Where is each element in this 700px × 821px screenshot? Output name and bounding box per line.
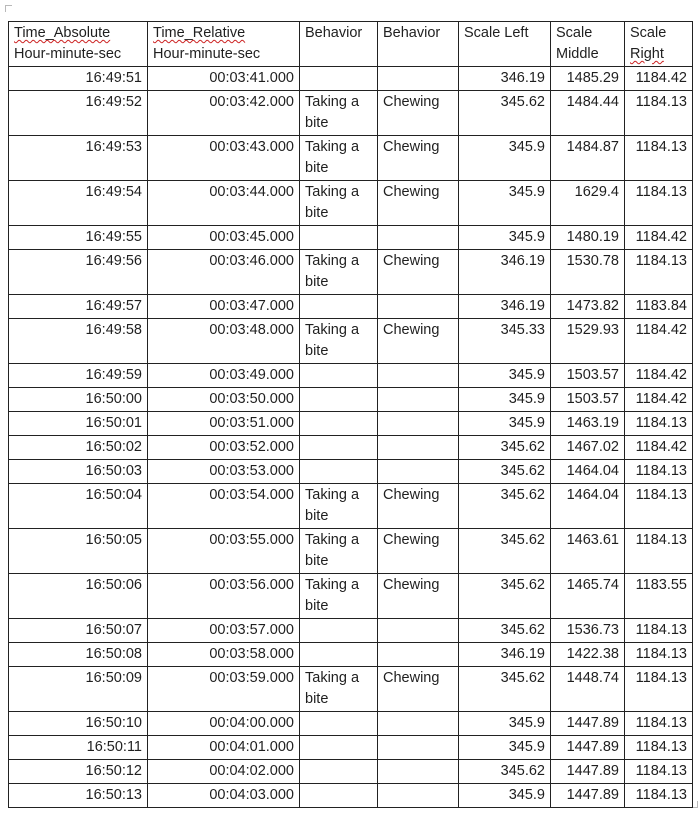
cell-behavior-2 bbox=[378, 736, 459, 760]
cell-behavior-2: Chewing bbox=[378, 250, 459, 295]
cell-time-relative: 00:03:46.000 bbox=[148, 250, 300, 295]
cell-scale-left: 345.9 bbox=[459, 736, 551, 760]
cell-scale-middle: 1447.89 bbox=[551, 712, 625, 736]
cell-scale-middle: 1473.82 bbox=[551, 295, 625, 319]
cell-behavior-1: Taking a bite bbox=[300, 181, 378, 226]
cell-scale-left: 345.9 bbox=[459, 784, 551, 808]
cell-scale-right: 1184.13 bbox=[625, 91, 693, 136]
cell-time-relative: 00:03:43.000 bbox=[148, 136, 300, 181]
cell-scale-right: 1183.55 bbox=[625, 574, 693, 619]
cell-time-relative: 00:03:59.000 bbox=[148, 667, 300, 712]
header-time-absolute bbox=[9, 22, 148, 67]
table-row bbox=[9, 643, 693, 667]
table-row bbox=[9, 619, 693, 643]
cell-scale-middle: 1463.61 bbox=[551, 529, 625, 574]
header-behavior-1 bbox=[300, 22, 378, 67]
cell-behavior-1 bbox=[300, 295, 378, 319]
cell-scale-middle: 1530.78 bbox=[551, 250, 625, 295]
cell-behavior-1 bbox=[300, 67, 378, 91]
cell-scale-left: 345.62 bbox=[459, 484, 551, 529]
cell-time-relative: 00:03:57.000 bbox=[148, 619, 300, 643]
cell-time-relative: 00:03:48.000 bbox=[148, 319, 300, 364]
cell-scale-right: 1184.42 bbox=[625, 388, 693, 412]
cell-behavior-1: Taking a bite bbox=[300, 529, 378, 574]
cell-scale-middle: 1503.57 bbox=[551, 364, 625, 388]
cell-scale-right: 1184.13 bbox=[625, 619, 693, 643]
cell-scale-right: 1184.13 bbox=[625, 667, 693, 712]
cell-scale-left: 345.9 bbox=[459, 136, 551, 181]
cell-behavior-2 bbox=[378, 67, 459, 91]
cell-time-absolute: 16:50:02 bbox=[9, 436, 148, 460]
header-line-1: Scale bbox=[630, 25, 667, 41]
cell-behavior-1: Taking a bite bbox=[300, 319, 378, 364]
header-line-2: Hour-minute-sec bbox=[153, 46, 261, 62]
cell-scale-middle: 1480.19 bbox=[551, 226, 625, 250]
table-row bbox=[9, 574, 693, 619]
table-row bbox=[9, 667, 693, 712]
cell-scale-middle: 1463.19 bbox=[551, 412, 625, 436]
cell-scale-right: 1184.13 bbox=[625, 412, 693, 436]
cell-time-absolute: 16:50:00 bbox=[9, 388, 148, 412]
cell-scale-left: 345.9 bbox=[459, 181, 551, 226]
table-row bbox=[9, 460, 693, 484]
header-line-1: Behavior bbox=[383, 25, 441, 41]
cell-scale-middle: 1447.89 bbox=[551, 784, 625, 808]
table-row bbox=[9, 91, 693, 136]
cell-scale-right: 1184.13 bbox=[625, 136, 693, 181]
data-table bbox=[8, 21, 693, 808]
cell-behavior-1 bbox=[300, 412, 378, 436]
cell-scale-middle: 1484.44 bbox=[551, 91, 625, 136]
table-row bbox=[9, 736, 693, 760]
cell-time-absolute: 16:50:06 bbox=[9, 574, 148, 619]
cell-behavior-1 bbox=[300, 760, 378, 784]
cell-behavior-2: Chewing bbox=[378, 667, 459, 712]
cell-behavior-1 bbox=[300, 643, 378, 667]
cell-scale-right: 1184.13 bbox=[625, 736, 693, 760]
cell-scale-left: 345.9 bbox=[459, 412, 551, 436]
cell-time-relative: 00:03:45.000 bbox=[148, 226, 300, 250]
cell-time-relative: 00:04:02.000 bbox=[148, 760, 300, 784]
cell-scale-left: 345.9 bbox=[459, 364, 551, 388]
cell-scale-left: 345.62 bbox=[459, 529, 551, 574]
cell-behavior-1: Taking a bite bbox=[300, 484, 378, 529]
cell-time-absolute: 16:50:04 bbox=[9, 484, 148, 529]
cell-behavior-2 bbox=[378, 295, 459, 319]
cell-time-relative: 00:03:49.000 bbox=[148, 364, 300, 388]
cell-behavior-2: Chewing bbox=[378, 136, 459, 181]
cell-time-absolute: 16:49:52 bbox=[9, 91, 148, 136]
cell-scale-middle: 1629.4 bbox=[551, 181, 625, 226]
cell-scale-right: 1184.13 bbox=[625, 250, 693, 295]
cell-time-relative: 00:03:41.000 bbox=[148, 67, 300, 91]
table-row bbox=[9, 226, 693, 250]
table-row bbox=[9, 712, 693, 736]
cell-scale-right: 1184.42 bbox=[625, 364, 693, 388]
cell-scale-middle: 1503.57 bbox=[551, 388, 625, 412]
cell-scale-right: 1184.42 bbox=[625, 67, 693, 91]
cell-behavior-2: Chewing bbox=[378, 91, 459, 136]
cell-behavior-2 bbox=[378, 760, 459, 784]
cell-time-relative: 00:03:52.000 bbox=[148, 436, 300, 460]
cell-behavior-1 bbox=[300, 460, 378, 484]
cell-scale-left: 345.9 bbox=[459, 388, 551, 412]
cell-scale-middle: 1422.38 bbox=[551, 643, 625, 667]
cell-time-relative: 00:03:58.000 bbox=[148, 643, 300, 667]
header-line-1: Time_Absolute bbox=[14, 25, 111, 41]
cell-scale-left: 345.62 bbox=[459, 619, 551, 643]
cell-behavior-1 bbox=[300, 388, 378, 412]
cell-time-absolute: 16:50:08 bbox=[9, 643, 148, 667]
cell-scale-middle: 1447.89 bbox=[551, 760, 625, 784]
cell-time-relative: 00:03:55.000 bbox=[148, 529, 300, 574]
cell-time-absolute: 16:50:01 bbox=[9, 412, 148, 436]
cell-behavior-1 bbox=[300, 619, 378, 643]
cell-time-absolute: 16:50:12 bbox=[9, 760, 148, 784]
cell-scale-right: 1184.42 bbox=[625, 319, 693, 364]
cell-scale-middle: 1447.89 bbox=[551, 736, 625, 760]
cell-behavior-2 bbox=[378, 388, 459, 412]
cell-scale-left: 346.19 bbox=[459, 67, 551, 91]
cell-time-absolute: 16:49:54 bbox=[9, 181, 148, 226]
cell-time-relative: 00:03:47.000 bbox=[148, 295, 300, 319]
table-row bbox=[9, 181, 693, 226]
header-scale-middle bbox=[551, 22, 625, 67]
cell-behavior-1: Taking a bite bbox=[300, 574, 378, 619]
cell-scale-right: 1184.13 bbox=[625, 712, 693, 736]
header-line-1: Behavior bbox=[305, 25, 363, 41]
cell-time-relative: 00:03:51.000 bbox=[148, 412, 300, 436]
cell-scale-right: 1184.13 bbox=[625, 760, 693, 784]
cell-time-absolute: 16:49:57 bbox=[9, 295, 148, 319]
cell-scale-left: 346.19 bbox=[459, 643, 551, 667]
cell-behavior-2 bbox=[378, 460, 459, 484]
cell-scale-left: 345.62 bbox=[459, 667, 551, 712]
cell-scale-left: 346.19 bbox=[459, 295, 551, 319]
cell-scale-right: 1184.42 bbox=[625, 226, 693, 250]
cell-behavior-1 bbox=[300, 364, 378, 388]
page-corner-mark-top-left bbox=[5, 5, 12, 12]
cell-scale-middle: 1484.87 bbox=[551, 136, 625, 181]
cell-behavior-2 bbox=[378, 712, 459, 736]
cell-behavior-2 bbox=[378, 364, 459, 388]
cell-behavior-1: Taking a bite bbox=[300, 667, 378, 712]
table-row bbox=[9, 136, 693, 181]
table-body bbox=[9, 67, 693, 808]
cell-time-absolute: 16:50:05 bbox=[9, 529, 148, 574]
header-behavior-2 bbox=[378, 22, 459, 67]
table-row bbox=[9, 364, 693, 388]
header-line-1: Scale bbox=[556, 25, 593, 41]
table-row bbox=[9, 784, 693, 808]
cell-behavior-1 bbox=[300, 736, 378, 760]
cell-time-absolute: 16:50:13 bbox=[9, 784, 148, 808]
cell-time-absolute: 16:49:59 bbox=[9, 364, 148, 388]
cell-time-relative: 00:03:53.000 bbox=[148, 460, 300, 484]
cell-scale-left: 345.62 bbox=[459, 436, 551, 460]
cell-scale-right: 1183.84 bbox=[625, 295, 693, 319]
header-scale-right bbox=[625, 22, 693, 67]
cell-behavior-2: Chewing bbox=[378, 319, 459, 364]
cell-time-relative: 00:03:50.000 bbox=[148, 388, 300, 412]
table-row bbox=[9, 319, 693, 364]
table-row bbox=[9, 388, 693, 412]
cell-scale-left: 345.62 bbox=[459, 460, 551, 484]
cell-scale-left: 345.62 bbox=[459, 91, 551, 136]
cell-behavior-2: Chewing bbox=[378, 484, 459, 529]
table-row bbox=[9, 67, 693, 91]
cell-scale-left: 345.33 bbox=[459, 319, 551, 364]
table-row bbox=[9, 250, 693, 295]
cell-time-relative: 00:03:42.000 bbox=[148, 91, 300, 136]
table-row bbox=[9, 529, 693, 574]
cell-behavior-1: Taking a bite bbox=[300, 250, 378, 295]
header-scale-left bbox=[459, 22, 551, 67]
cell-behavior-1 bbox=[300, 436, 378, 460]
cell-scale-right: 1184.13 bbox=[625, 643, 693, 667]
table-row bbox=[9, 484, 693, 529]
cell-behavior-1 bbox=[300, 226, 378, 250]
cell-time-absolute: 16:50:11 bbox=[9, 736, 148, 760]
header-time-relative bbox=[148, 22, 300, 67]
cell-scale-right: 1184.13 bbox=[625, 181, 693, 226]
header-line-2: Middle bbox=[556, 46, 599, 62]
table-header-row bbox=[9, 22, 693, 67]
cell-scale-left: 345.9 bbox=[459, 712, 551, 736]
cell-time-relative: 00:04:03.000 bbox=[148, 784, 300, 808]
table-row bbox=[9, 760, 693, 784]
cell-behavior-2 bbox=[378, 643, 459, 667]
cell-scale-middle: 1448.74 bbox=[551, 667, 625, 712]
header-line-2: Hour-minute-sec bbox=[14, 46, 122, 62]
cell-scale-left: 345.62 bbox=[459, 574, 551, 619]
cell-scale-left: 345.62 bbox=[459, 760, 551, 784]
cell-behavior-1: Taking a bite bbox=[300, 91, 378, 136]
table-row bbox=[9, 412, 693, 436]
cell-scale-right: 1184.13 bbox=[625, 784, 693, 808]
cell-scale-middle: 1464.04 bbox=[551, 484, 625, 529]
cell-time-relative: 00:03:54.000 bbox=[148, 484, 300, 529]
cell-behavior-2: Chewing bbox=[378, 181, 459, 226]
cell-scale-right: 1184.13 bbox=[625, 484, 693, 529]
cell-behavior-2 bbox=[378, 412, 459, 436]
cell-time-absolute: 16:50:10 bbox=[9, 712, 148, 736]
cell-behavior-2 bbox=[378, 619, 459, 643]
cell-behavior-2 bbox=[378, 784, 459, 808]
header-line-2: Right bbox=[630, 46, 664, 62]
cell-time-relative: 00:03:56.000 bbox=[148, 574, 300, 619]
cell-behavior-1 bbox=[300, 712, 378, 736]
header-line-1: Scale Left bbox=[464, 25, 529, 41]
cell-scale-left: 346.19 bbox=[459, 250, 551, 295]
cell-scale-middle: 1467.02 bbox=[551, 436, 625, 460]
cell-time-absolute: 16:49:58 bbox=[9, 319, 148, 364]
cell-scale-right: 1184.42 bbox=[625, 436, 693, 460]
cell-behavior-1 bbox=[300, 784, 378, 808]
cell-scale-middle: 1465.74 bbox=[551, 574, 625, 619]
cell-time-absolute: 16:49:55 bbox=[9, 226, 148, 250]
table-row bbox=[9, 436, 693, 460]
cell-scale-middle: 1529.93 bbox=[551, 319, 625, 364]
cell-scale-right: 1184.13 bbox=[625, 460, 693, 484]
cell-time-absolute: 16:49:56 bbox=[9, 250, 148, 295]
cell-time-absolute: 16:50:03 bbox=[9, 460, 148, 484]
cell-scale-middle: 1485.29 bbox=[551, 67, 625, 91]
table-row bbox=[9, 295, 693, 319]
cell-behavior-2: Chewing bbox=[378, 574, 459, 619]
cell-behavior-2 bbox=[378, 226, 459, 250]
cell-scale-right: 1184.13 bbox=[625, 529, 693, 574]
cell-behavior-2 bbox=[378, 436, 459, 460]
cell-scale-left: 345.9 bbox=[459, 226, 551, 250]
cell-time-relative: 00:04:01.000 bbox=[148, 736, 300, 760]
cell-time-absolute: 16:50:09 bbox=[9, 667, 148, 712]
cell-behavior-2: Chewing bbox=[378, 529, 459, 574]
cell-behavior-1: Taking a bite bbox=[300, 136, 378, 181]
cell-time-absolute: 16:49:53 bbox=[9, 136, 148, 181]
cell-scale-middle: 1536.73 bbox=[551, 619, 625, 643]
cell-time-absolute: 16:50:07 bbox=[9, 619, 148, 643]
cell-time-relative: 00:03:44.000 bbox=[148, 181, 300, 226]
cell-scale-middle: 1464.04 bbox=[551, 460, 625, 484]
cell-time-relative: 00:04:00.000 bbox=[148, 712, 300, 736]
cell-time-absolute: 16:49:51 bbox=[9, 67, 148, 91]
header-line-1: Time_Relative bbox=[153, 25, 246, 41]
